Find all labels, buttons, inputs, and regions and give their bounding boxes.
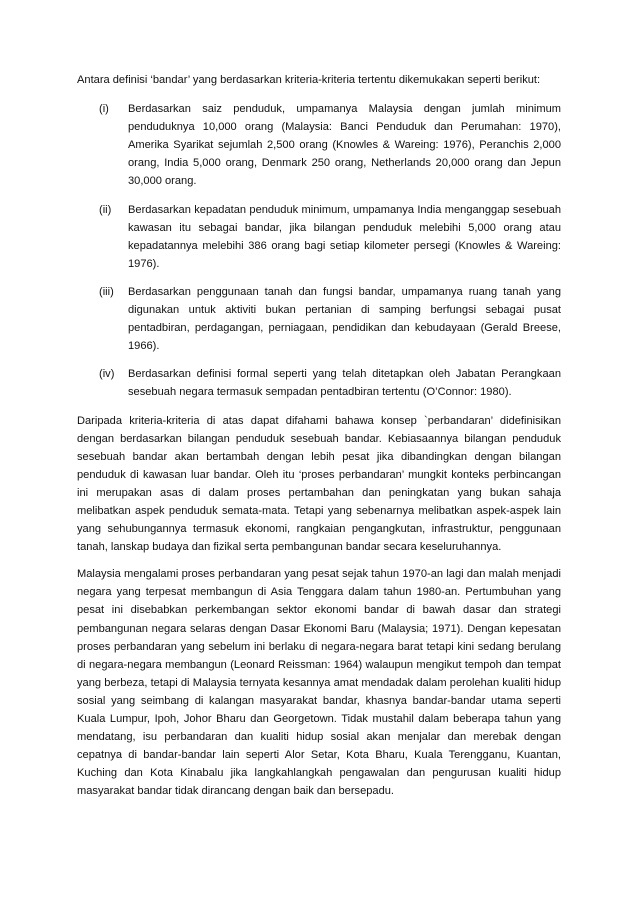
criteria-item — [77, 201, 561, 273]
criteria-text: Berdasarkan penggunaan tanah dan fungsi bandar, umpamanya ruang tanah yang digunakan untuk aktiviti bukan pertanian di samping berfungsi sebagai pusat pentadbiran, perdagangan, perniagaan, pendidikan dan kebudayaan (Gerald Breese, 1966). — [128, 285, 561, 353]
criteria-item — [77, 100, 561, 190]
criteria-number: (iv) — [99, 368, 115, 381]
criteria-text: Berdasarkan definisi formal seperti yang telah ditetapkan oleh Jabatan Perangkaan sesebuah negara termasuk sempadan pentadbiran tertentu (O’Connor: 1980). — [128, 368, 561, 399]
criteria-number: (i) — [99, 103, 109, 116]
criteria-item — [77, 283, 561, 355]
criteria-number: (ii) — [99, 203, 112, 216]
intro-paragraph: Antara definisi ‘bandar’ yang berdasarkan kriteria-kriteria tertentu dikemukakan seperti berikut: — [77, 74, 541, 86]
criteria-number: (iii) — [99, 285, 114, 298]
criteria-text: Berdasarkan kepadatan penduduk minimum, umpamanya India menganggap sesebuah kawasan itu sebagai bandar, jika bilangan penduduk melebihi 5,000 orang atau kepadatannya melebihi 386 orang bagi setiap kilometer persegi (Knowles & Wareing: 1976). — [128, 203, 561, 270]
criteria-text: Berdasarkan saiz penduduk, umpamanya Malaysia dengan jumlah minimum penduduknya 10,000 orang (Malaysia: Banci Penduduk dan Perumahan: 1970), Amerika Syarikat sejumlah 2,500 orang (Knowles & Wareing: 1976), Peranchis 2,000 orang, India 5,000 orang, Denmark 250 orang, Netherlands 20,000 orang dan Jepun 30,000 orang. — [128, 103, 561, 188]
criteria-list — [77, 100, 561, 401]
criteria-item — [77, 365, 561, 401]
body-paragraph: Daripada kriteria-kriteria di atas dapat difahami bahawa konsep `perbandaran’ didefinisikan dengan berdasarkan bilangan penduduk sesebuah bandar. Kebiasaannya bilangan penduduk sesebuah bandar akan bertambah dengan lebih pesat jika dibandingkan dengan bilangan penduduk di kawasan luar bandar. Oleh itu ‘proses perbandaran’ mungkit konteks perbincangan ini merupakan asas di dalam proses pertambahan dan peningkatan yang bukan sahaja melibatkan aspek penduduk semata-mata. Tetapi yang sebenarnya melibatkan aspek-aspek lain yang sehubungannya termasuk ekonomi, rangkaian pengangkutan, infrastruktur, penggunaan tanah, lanskap budaya dan fizikal serta pembangunan bandar secara keseluruhannya. — [77, 414, 561, 554]
body-paragraph: Malaysia mengalami proses perbandaran yang pesat sejak tahun 1970-an lagi dan malah menjadi negara yang terpesat membangun di Asia Tenggara dalam tahun 1980-an. Pertumbuhan yang pesat ini disebabkan perkembangan sektor ekonomi bandar di bawah dasar dan strategi pembangunan negara selaras dengan Dasar Ekonomi Baru (Malaysia; 1971). Dengan kepesatan proses perbandaran yang sebelum ini berlaku di negara-negara barat tetapi kini sedang berulang di negara-negara membangun (Leonard Reissman: 1964) walaupun mengikut tempoh dan tempat yang berbeza, tetapi di Malaysia ternyata kesannya amat mendadak dalam perolehan kualiti hidup sosial yang seimbang di kalangan masyarakat bandar, khasnya bandar-bandar utama seperti Kuala Lumpur, Ipoh, Johor Bharu dan Georgetown. Tidak mustahil dalam beberapa tahun yang mendatang, isu perbandaran dan kualiti hidup sosial akan menjalar dan merebak dengan cepatnya di bandar-bandar lain seperti Alor Setar, Kota Bharu, Kuala Terengganu, Kuantan, Kuching dan Kota Kinabalu jika langkahlangkah pengawalan dan pengurusan kualiti hidup masyarakat bandar tidak dirancang dengan baik dan bersepadu. — [77, 568, 561, 798]
document-page — [77, 71, 561, 809]
